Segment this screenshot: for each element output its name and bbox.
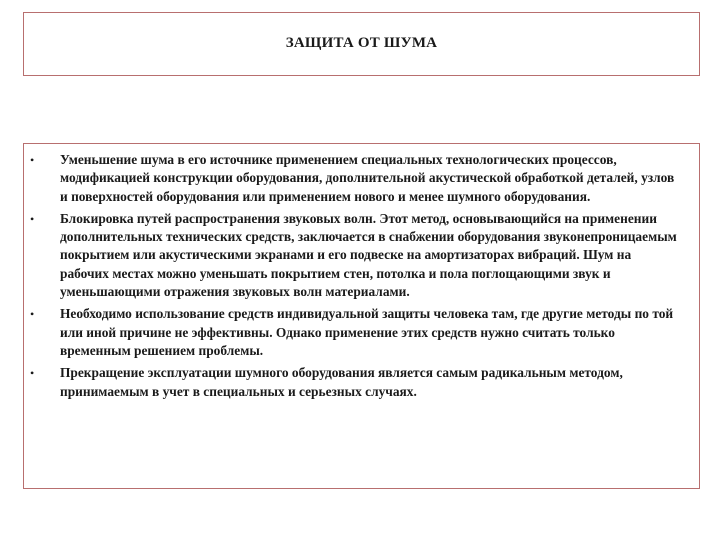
bullet-text: Необходимо использование средств индивидуальной защиты человека там, где другие методы по той или иной причине не эффективны. Однако применение этих средств нужно считать только временным решением проблемы. [60, 306, 674, 358]
slide-title: ЗАЩИТА ОТ ШУМА [285, 34, 438, 51]
bullet-marker: • [30, 153, 35, 167]
bullet-item-stop-operation [24, 364, 683, 401]
bullet-item-noise-reduction-at-source [24, 151, 683, 206]
bullet-marker: • [30, 366, 35, 381]
bullet-marker: • [30, 307, 35, 322]
content-frame [23, 143, 700, 489]
bullet-text: Блокировка путей распространения звуковых волн. Этот метод, основывающийся на применении дополнительных технических средств, заключается в снабжении оборудования звуконепроницаемым покрытием или акустическими экранами и его подвеске на амортизаторах вибраций. Шум на рабочих местах можно уменьшать покрытием стен, потолка и пола поглощающими звук и уменьшающими отражения звуковых волн материалами. [60, 210, 677, 300]
bullet-list [24, 144, 699, 401]
bullet-marker: • [30, 211, 35, 226]
title-frame [23, 12, 700, 76]
bullet-text: Уменьшение шума в его источнике применением специальных технологических процессов, модификацией конструкции оборудования, дополнительной акустической обработкой деталей, узлов и поверхностей оборудования или применением нового и менее шумного оборудования. [60, 152, 675, 204]
bullet-item-blocking-propagation [24, 210, 683, 301]
bullet-item-personal-protection [24, 305, 683, 360]
bullet-text: Прекращение эксплуатации шумного оборудования является самым радикальным методом, принимаемым в учет в специальных и серьезных случаях. [60, 365, 623, 399]
